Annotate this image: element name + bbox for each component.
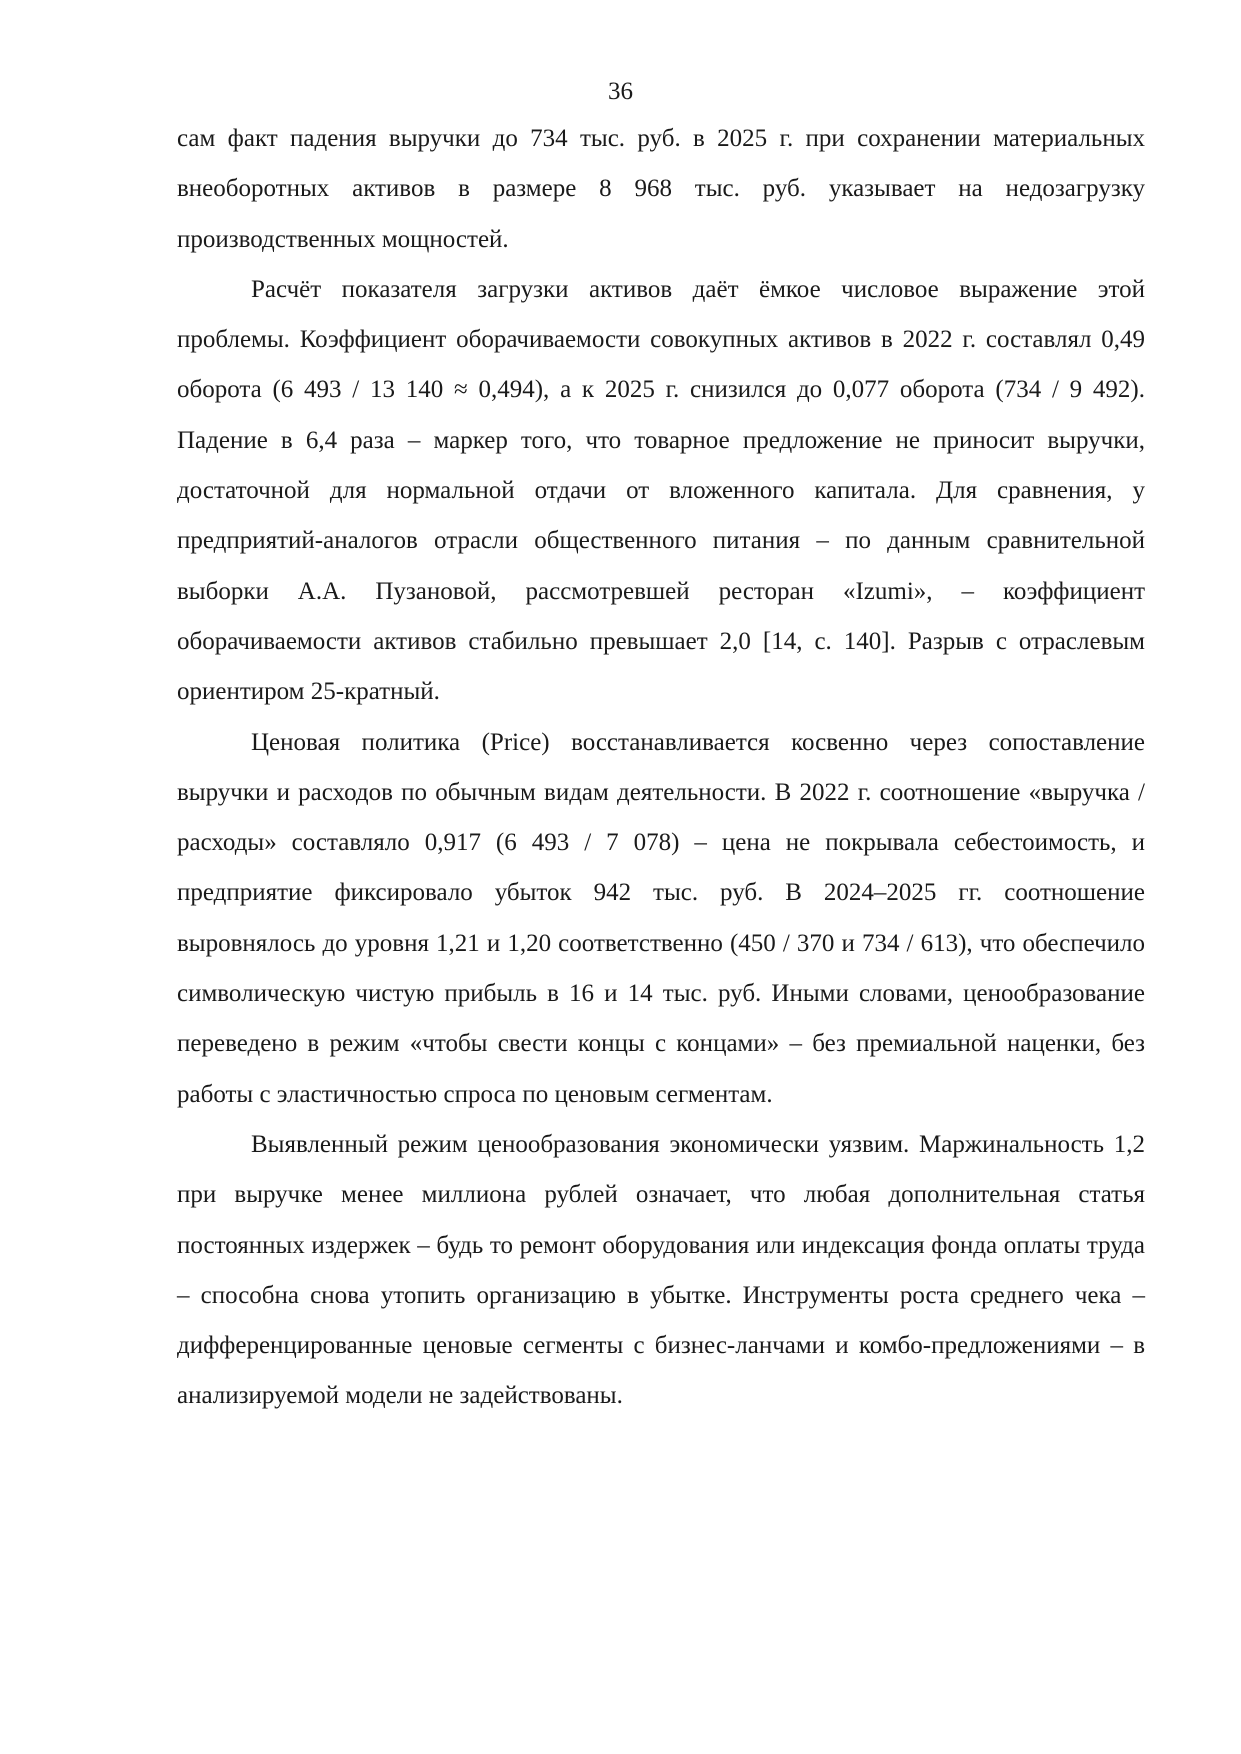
page-number: 36	[608, 78, 633, 105]
paragraph-price-policy: Ценовая политика (Price) восстанавливается косвенно через сопоставление выручки и расходов по обычным видам деятельности. В 2022 г. соотношение «выручка / расходы» составляло 0,917 (6 493 / 7 078) – цена не покрывала себестоимость, и предприятие фиксировало убыток 942 тыс. руб. В 2024–2025 гг. соотношение выровнялось до уровня 1,21 и 1,20 соответственно (450 / 370 и 734 / 613), что обеспечило символическую чистую прибыль в 16 и 14 тыс. руб. Иными словами, ценообразование переведено в режим «чтобы свести концы с концами» – без премиальной наценки, без работы с эластичностью спроса по ценовым сегментам.	[177, 728, 1145, 1108]
paragraph-pricing-vulnerability: Выявленный режим ценообразования экономически уязвим. Маржинальность 1,2 при выручке менее миллиона рублей означает, что любая дополнительная статья постоянных издержек – будь то ремонт оборудования или индексация фонда оплаты труда – способна снова утопить организацию в убытке. Инструменты роста среднего чека – дифференцированные ценовые сегменты с бизнес-ланчами и комбо-предложениями – в анализируемой модели не задействованы.	[177, 1130, 1145, 1410]
paragraph-asset-turnover: Расчёт показателя загрузки активов даёт ёмкое числовое выражение этой проблемы. Коэффициент оборачиваемости совокупных активов в 2022 г. составлял 0,49 оборота (6 493 / 13 140 ≈ 0,494), а к 2025 г. снизился до 0,077 оборота (734 / 9 492). Падение в 6,4 раза – маркер того, что товарное предложение не приносит выручки, достаточной для нормальной отдачи от вложенного капитала. Для сравнения, у предприятий-аналогов отрасли общественного питания – по данным сравнительной выборки А.А. Пузановой, рассмотревшей ресторан «Izumi», – коэффициент оборачиваемости активов стабильно превышает 2,0 [14, с. 140]. Разрыв с отраслевым ориентиром 25-кратный.	[177, 275, 1145, 706]
paragraph-continuation: сам факт падения выручки до 734 тыс. руб. в 2025 г. при сохранении материальных внеоборотных активов в размере 8 968 тыс. руб. указывает на недозагрузку производственных мощностей.	[177, 125, 1145, 253]
document-body	[177, 114, 1145, 1422]
